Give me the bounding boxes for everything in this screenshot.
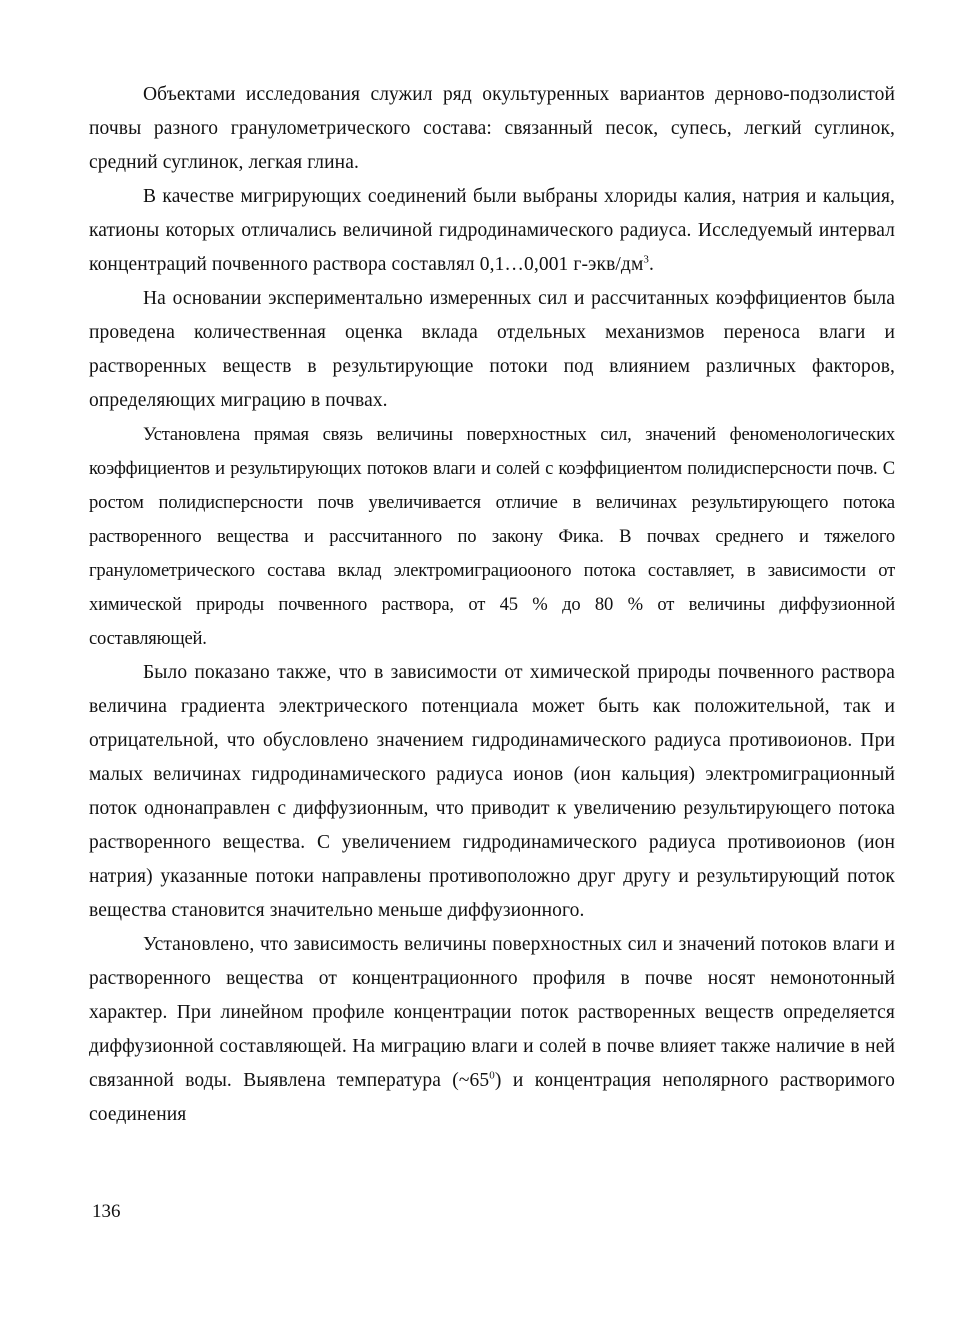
paragraph-objects (89, 78, 895, 180)
paragraph-text: Было показано также, что в зависимости от химической природы почвенного раствора величина градиента электрического потенциала может быть как положительной, так и отрицательной, что обусловлено значением гидродинамического радиуса противоионов. При малых величинах гидродинамического радиуса ионов (ион кальция) электромиграционный поток однонаправлен с диффузионным, что приводит к увеличению результирующего потока растворенного вещества. С увеличением гидродинамического радиуса противоионов (ион натрия) указанные потоки направлены противоположно друг другу и результирующий поток вещества становится значительно меньше диффузионного. (89, 662, 895, 921)
paragraph-concentration-profile (89, 928, 895, 1132)
paragraph-text: На основании экспериментально измеренных сил и рассчитанных коэффициентов была проведена количественная оценка вклада отдельных механизмов переноса влаги и растворенных веществ в результирующие потоки под влиянием различных факторов, определяющих миграцию в почвах. (89, 288, 895, 411)
paragraph-migrating-compounds (89, 180, 895, 282)
paragraph-text: Установлена прямая связь величины поверхностных сил, значений феноменологических коэффициентов и результирующих потоков влаги и солей с коэффициентом полидисперсности почв. С ростом полидисперсности почв увеличивается отличие в величинах результирующего потока растворенного вещества и рассчитанного по закону Фика. В почвах среднего и тяжелого гранулометрического состава вклад электромиграциооного потока составляет, в зависимости от химической природы почвенного раствора, от 45 % до 80 % от величины диффузионной составляющей. (89, 424, 895, 649)
paragraph-electric-potential (89, 656, 895, 928)
paragraph-text: Установлено, что зависимость величины поверхностных сил и значений потоков влаги и растворенного вещества от концентрационного профиля в почве носят немонотонный характер. При линейном профиле концентрации поток растворенных веществ определяется диффузионной составляющей. На миграцию влаги и солей в почве влияет также наличие в ней связанной воды. Выявлена температура (~65 (89, 934, 895, 1091)
paragraph-text: В качестве мигрирующих соединений были выбраны хлориды калия, натрия и кальция, катионы которых отличались величиной гидродинамического радиуса. Исследуемый интервал концентраций почвенного раствора составлял 0,1…0,001 г-экв/дм (89, 186, 895, 275)
page-number: 136 (92, 1201, 121, 1222)
paragraph-text: Объектами исследования служил ряд окультуренных вариантов дерново-подзолистой почвы разного гранулометрического состава: связанный песок, супесь, легкий суглинок, средний суглинок, легкая глина. (89, 84, 895, 173)
superscript: 3 (643, 253, 649, 266)
paragraph-tail: ) и концентрация неполярного растворимого соединения (89, 1070, 895, 1125)
superscript: 0 (489, 1069, 495, 1082)
body-text (89, 78, 895, 1132)
paragraph-polydispersity (89, 418, 895, 656)
paragraph-tail: . (649, 254, 654, 275)
paragraph-quantitative-assessment (89, 282, 895, 418)
